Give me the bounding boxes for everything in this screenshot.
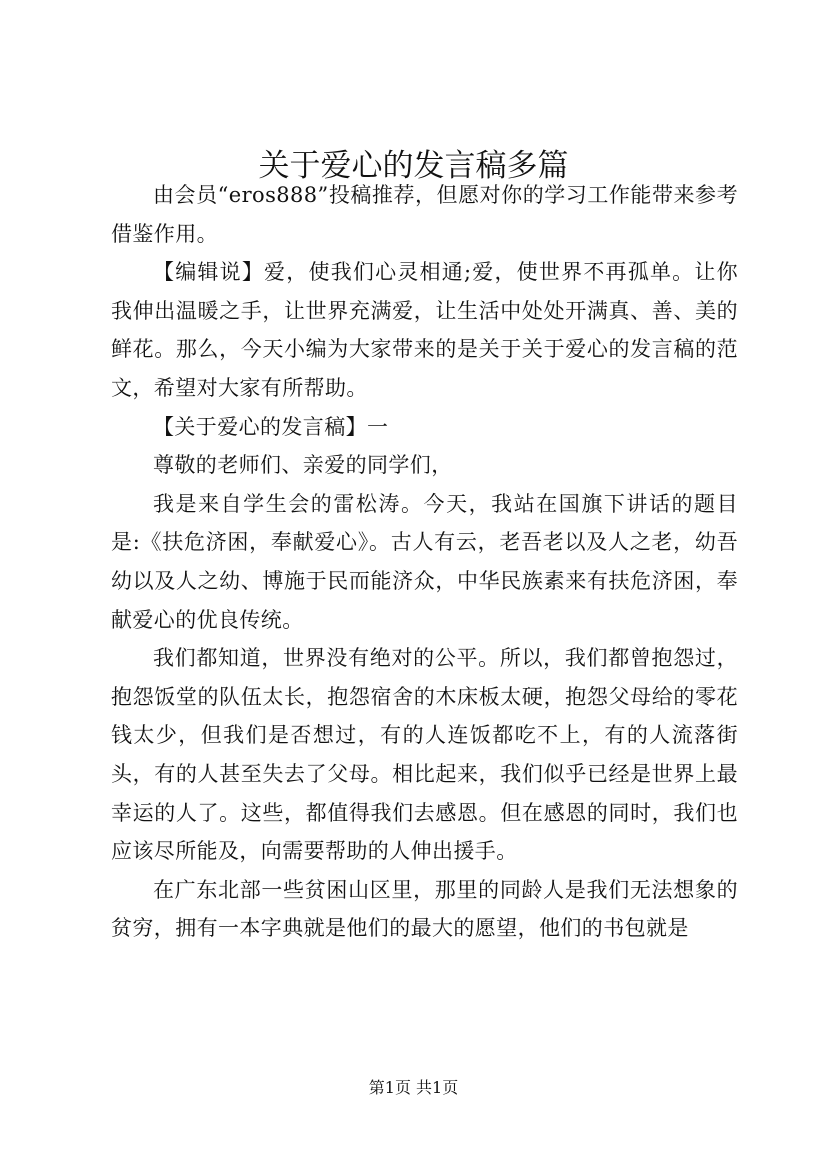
- paragraph-intro: 由会员“eros888”投稿推荐，但愿对你的学习工作能带来参考借鉴作用。: [111, 183, 738, 246]
- paragraph-speech-3: 在广东北部一些贫困山区里，那里的同龄人是我们无法想象的贫穷，拥有一本字典就是他们的最大的愿望，他们的书包就是: [111, 877, 738, 941]
- paragraph-editor-note: 【编辑说】爱，使我们心灵相通;爱，使世界不再孤单。让你我伸出温暖之手，让世界充满爱，让生活中处处开满真、善、美的鲜花。那么，今天小编为大家带来的是关于关于爱心的发言稿的范文，希望对大家有所帮助。: [111, 260, 738, 400]
- document-body: [111, 176, 738, 948]
- paragraph-salutation: 尊敬的老师们、亲爱的同学们，: [153, 453, 453, 478]
- paragraph-speech-2: 我们都知道，世界没有绝对的公平。所以，我们都曾抱怨过，抱怨饭堂的队伍太长，抱怨宿舍的木床板太硬，抱怨父母给的零花钱太少，但我们是否想过，有的人连饭都吃不上，有的人流落街头，有的人甚至失去了父母。相比起来，我们似乎已经是世界上最幸运的人了。这些，都值得我们去感恩。但在感恩的同时，我们也应该尽所能及，向需要帮助的人伸出援手。: [111, 646, 738, 864]
- paragraph-speech-1: 我是来自学生会的雷松涛。今天，我站在国旗下讲话的题目是:《扶危济困，奉献爱心》。古人有云，老吾老以及人之老，幼吾幼以及人之幼、博施于民而能济众，中华民族素来有扶危济困，奉献爱心的优良传统。: [111, 491, 738, 632]
- document-title: 关于爱心的发言稿多篇: [258, 148, 569, 184]
- paragraph-section-heading: 【关于爱心的发言稿】一: [153, 414, 389, 439]
- page-number-footer: 第1页 共1页: [368, 1078, 459, 1097]
